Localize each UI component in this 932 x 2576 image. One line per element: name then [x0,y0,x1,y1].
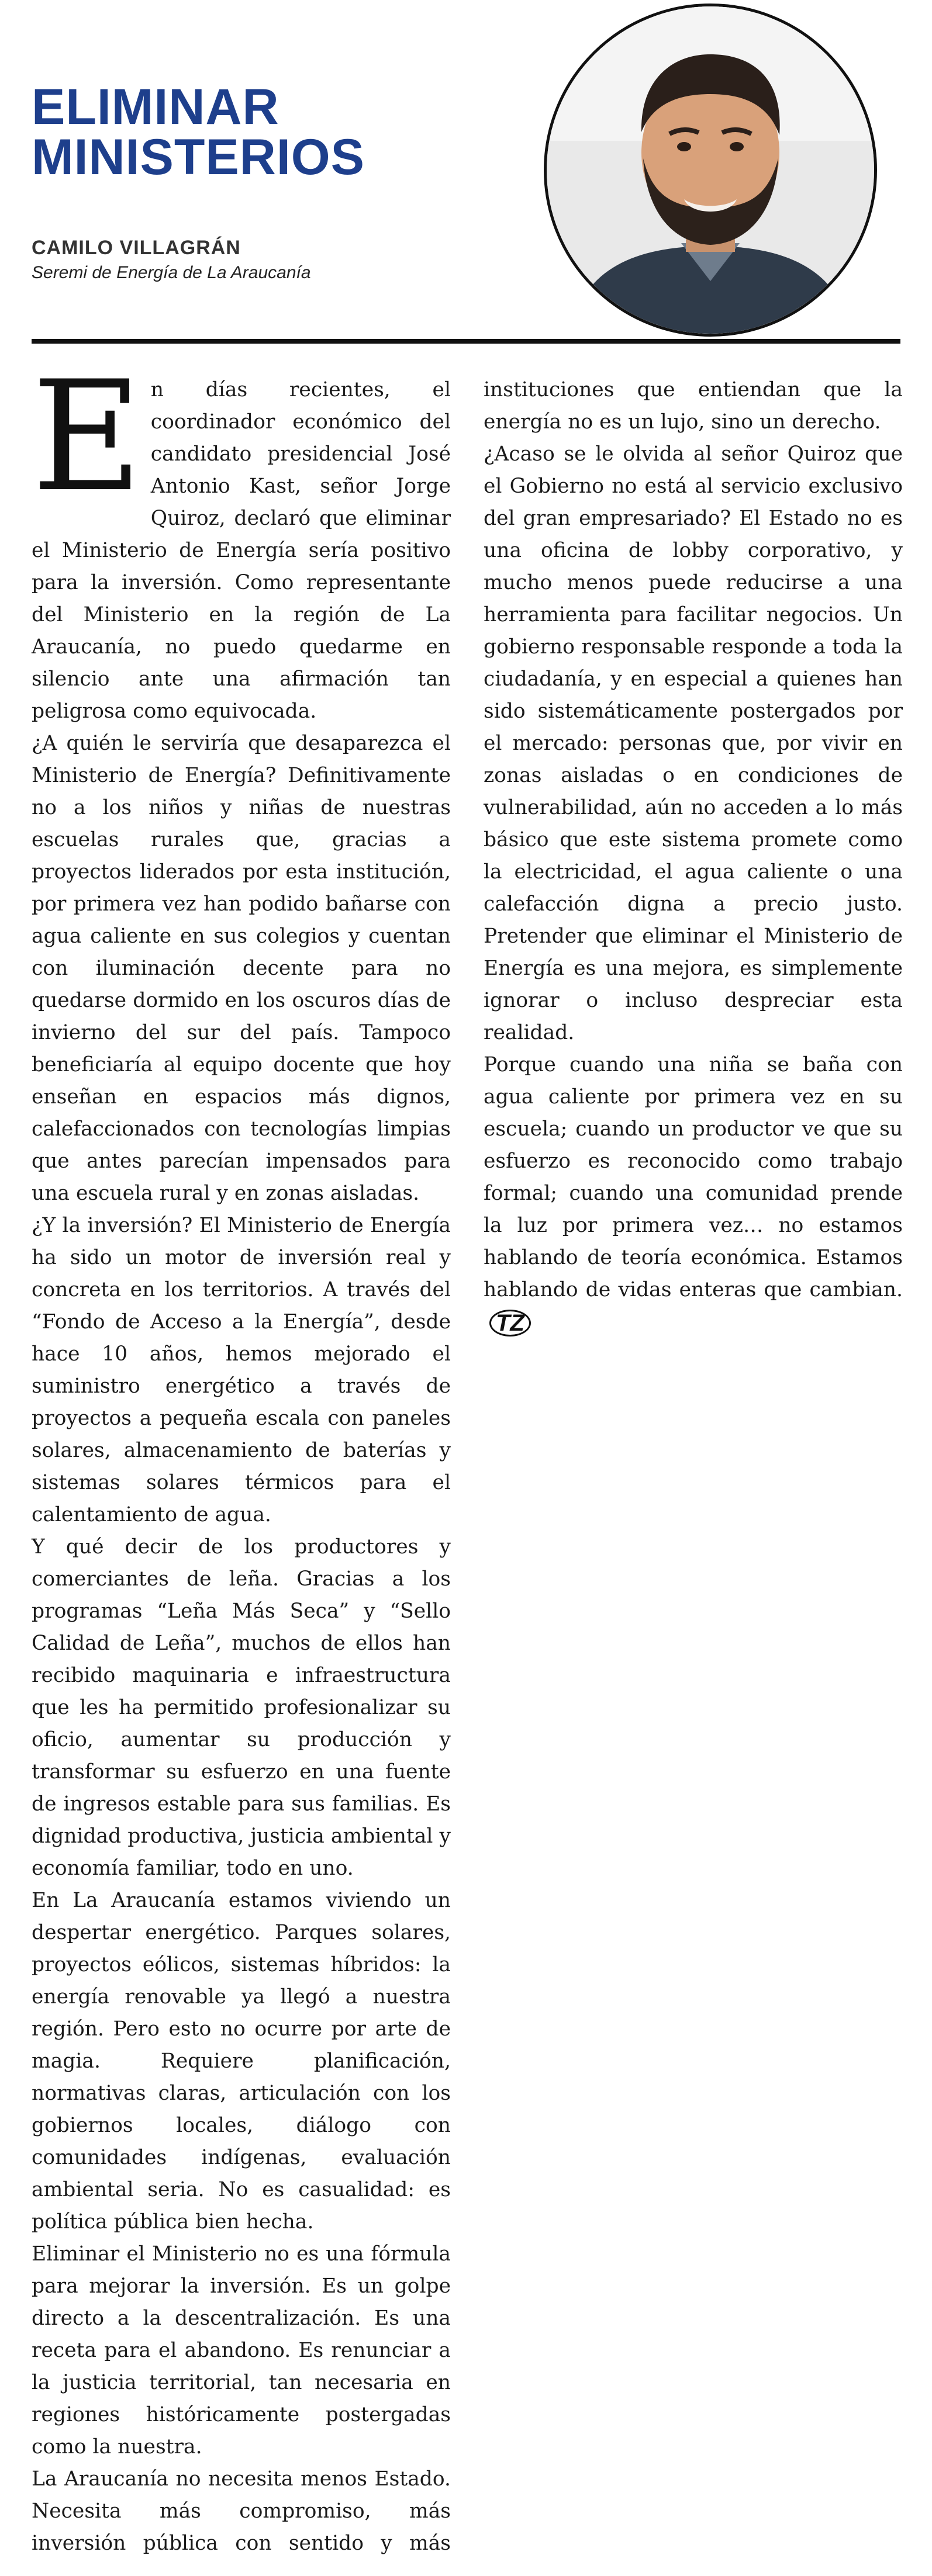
paragraph-2: ¿A quién le serviría que desaparezca el Ministerio de Energía? Definitivamente no a los niños y niñas de nuestras escuelas rurales que, gracias a proyectos liderados por esta institución, por primera vez han podido bañarse con agua caliente en sus colegios y cuentan con iluminación decente para no quedarse dormido en los oscuros días de invierno del sur del país. Tampoco beneficiaría al equipo docente que hoy enseñan en espacios más dignos, calefaccionados con tecnologías limpias que antes parecían impensados para una escuela rural y en zonas aisladas. [32,732,451,1205]
header-divider [32,339,900,344]
paragraph-1 [32,349,451,728]
title-line-1: ELIMINAR [32,79,279,135]
paragraph-7: La Araucanía no necesita menos Estado. Necesita más compromiso, más inversión pública con sentido y más instituciones que entiendan que la energía no es un lujo, sino un derecho. [32,378,903,2555]
portrait-illustration [547,6,874,334]
article-title [32,79,365,185]
drop-cap: E [32,349,143,525]
paragraph-4: Y qué decir de los productores y comerciantes de leña. Gracias a los programas “Leña Más Seca” y “Sello Calidad de Leña”, muchos de ellos han recibido maquinaria e infraestructura que les ha permitido profesionalizar su oficio, aumentar su producción y transformar su esfuerzo en una fuente de ingresos estable para sus familias. Es dignidad productiva, justicia ambiental y economía familiar, todo en uno. [32,1535,451,1880]
paragraph-5: En La Araucanía estamos viviendo un despertar energético. Parques solares, proyectos eólicos, sistemas híbridos: la energía renovable ya llegó a nuestra región. Pero esto no ocurre por arte de magia. Requiere planificación, normativas claras, articulación con los gobiernos locales, diálogo con comunidades indígenas, evaluación ambiental seria. No es casualidad: es política pública bien hecha. [32,1889,451,2234]
paragraph-9 [484,1049,903,1338]
paragraph-8: ¿Acaso se le olvida al señor Quiroz que el Gobierno no está al servicio exclusivo del gran empresariado? El Estado no es una oficina de lobby corporativo, y mucho menos puede reducirse a una herramienta para facilitar negocios. Un gobierno responsable responde a toda la ciudadanía, y en especial a quienes han sido sistemáticamente postergados por el mercado: personas que, por vivir en zonas aisladas o en condiciones de vulnerabilidad, aún no acceden a lo más básico que este sistema promete como la electricidad, el agua caliente o una calefacción digna a precio justo. Pretender que eliminar el Ministerio de Energía es una mejora, es simplemente ignorar o incluso despreciar esta realidad. [484,442,903,1044]
title-line-2: MINISTERIOS [32,129,365,185]
author-portrait [544,4,877,337]
paragraph-1-text: n días recientes, el coordinador económico del candidato presidencial José Antonio Kast, señor Jorge Quiroz, declaró que eliminar el Ministerio de Energía sería positivo para la inversión. Como representante del Ministerio en la región de La Araucanía, no puedo quedarme en silencio ante una afirmación tan peligrosa como equivocada. [32,378,451,723]
paragraph-9-text: Porque cuando una niña se baña con agua caliente por primera vez en su escuela; cuando un productor ve que su esfuerzo es reconocido como trabajo formal; cuando una comunidad prende la luz por primera vez… no estamos hablando de teoría económica. Estamos hablando de vidas enteras que cambian. [484,1053,903,1301]
author-name: CAMILO VILLAGRÁN [32,237,241,259]
author-role: Seremi de Energía de La Araucanía [32,263,311,282]
article-header [32,0,900,345]
publication-end-mark: TZ [489,1310,531,1337]
paragraph-3: ¿Y la inversión? El Ministerio de Energía ha sido un motor de inversión real y concreta en los territorios. A través del “Fondo de Acceso a la Energía”, desde hace 10 años, hemos mejorado el suministro energético a través de proyectos a pequeña escala con paneles solares, almacenamiento de baterías y sistemas solares térmicos para el calentamiento de agua. [32,1214,451,1526]
paragraph-6: Eliminar el Ministerio no es una fórmula para mejorar la inversión. Es un golpe directo a la descentralización. Es una receta para el abandono. Es renunciar a la justicia territorial, tan necesaria en regiones históricamente postergadas como la nuestra. [32,2242,451,2459]
article-body [32,349,903,2560]
